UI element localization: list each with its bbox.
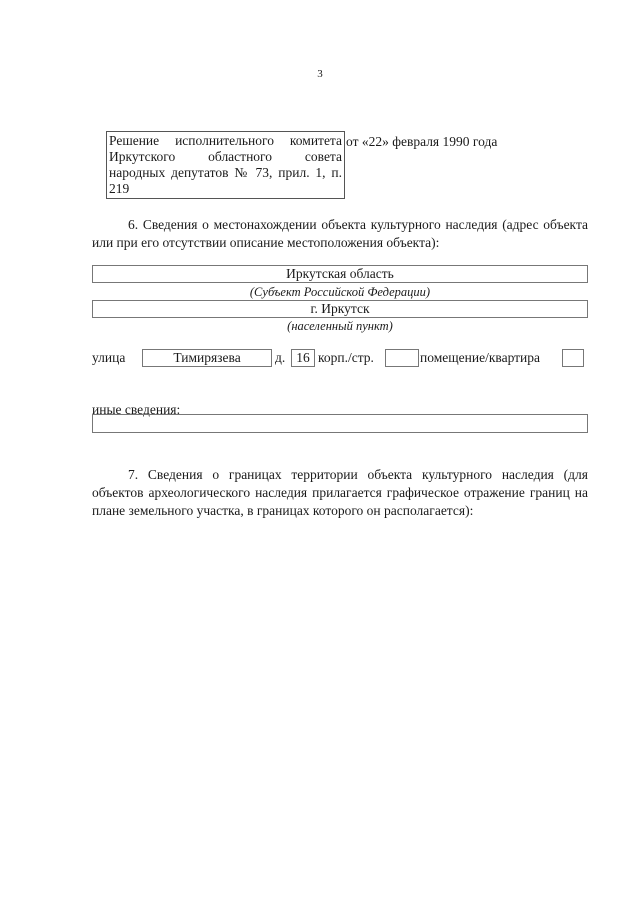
house-field[interactable]: 16 [291,349,315,367]
house-label: д. [275,350,286,365]
section-6-heading: 6. Сведения о местонахождении объекта культурного наследия (адрес объекта или при его отсутствии описание местоположения объекта): [92,217,588,250]
street-label: улица [92,350,126,365]
decision-date: от «22» февраля 1990 года [346,134,498,149]
region-caption: (Субъект Российской Федерации) [249,285,431,299]
building-field[interactable] [385,349,419,367]
page-number: 3 [317,68,323,80]
city-field[interactable]: г. Иркутск [92,300,588,318]
section-7-heading: 7. Сведения о границах территории объекта культурного наследия (для объектов археологического наследия прилагается графическое отражение границ на плане земельного участка, в границах которого он располагается): [92,467,588,518]
apartment-field[interactable] [562,349,584,367]
building-label: корп./стр. [318,350,374,365]
city-caption: (населенный пункт) [287,319,393,333]
other-info-label: иные сведения: [92,402,181,417]
other-info-field[interactable] [92,414,588,433]
apartment-label: помещение/квартира [420,350,541,365]
region-field[interactable]: Иркутская область [92,265,588,283]
street-field[interactable]: Тимирязева [142,349,272,367]
decision-reference-box: Решение исполнительного комитета Иркутского областного совета народных депутатов № 73, прил. 1, п. 219 [106,131,345,199]
